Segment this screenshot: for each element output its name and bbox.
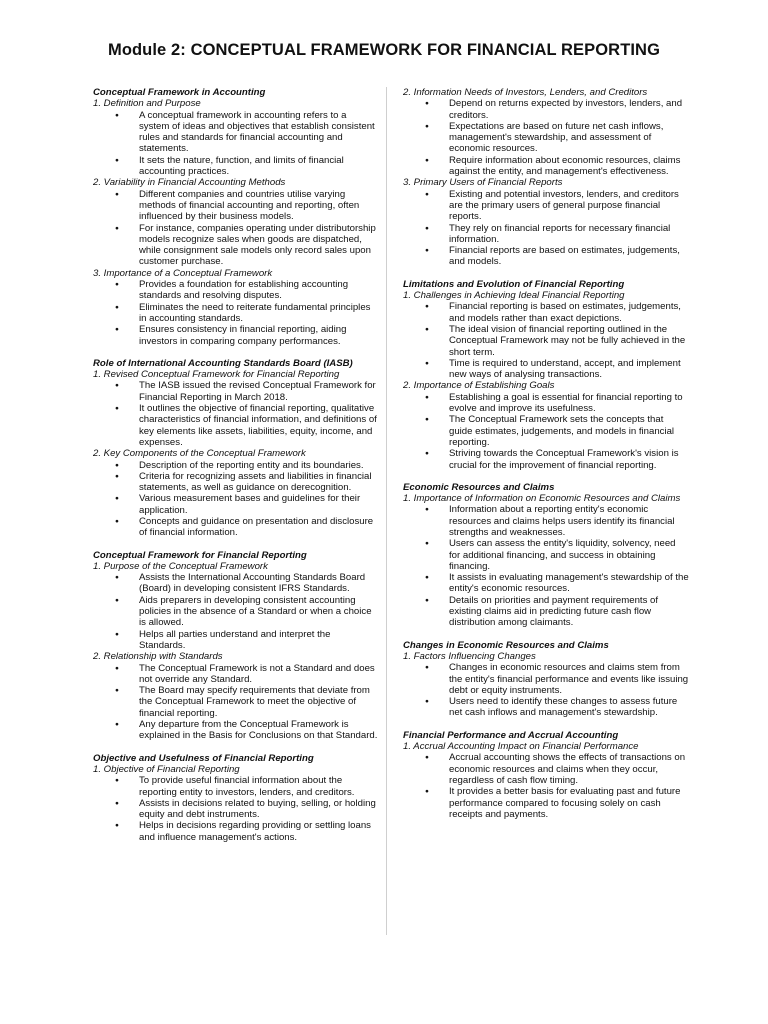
bullet-item: ● Any departure from the Conceptual Framework is explained in the Basis for Conclusions on that Standard. xyxy=(93,719,379,742)
section-heading: Role of International Accounting Standards Board (IASB) xyxy=(93,357,353,369)
bullet-item: ● Assists the International Accounting Standards Board (Board) in developing consistent IFRS Standards. xyxy=(93,572,379,595)
bullet-list xyxy=(93,572,379,651)
subsection-heading: 3. Primary Users of Financial Reports xyxy=(403,177,563,189)
bullet-item: ● Establishing a goal is essential for financial reporting to evolve and improve its usefulness. xyxy=(403,392,689,415)
bullet-item: ● Striving towards the Conceptual Framework's vision is crucial for the improvement of financial reporting. xyxy=(403,448,689,471)
section xyxy=(403,87,689,268)
section xyxy=(403,640,689,719)
bullet-item: ● To provide useful financial information about the reporting entity to investors, lenders, and creditors. xyxy=(93,775,379,798)
bullet-list xyxy=(93,460,379,539)
bullet-item: ● The Board may specify requirements that deviate from the Conceptual Framework to meet the objective of financial reporting. xyxy=(93,685,379,719)
bullet-item: ● Users need to identify these changes to assess future net cash inflows and management's stewardship. xyxy=(403,696,689,719)
bullet-item: ● The IASB issued the revised Conceptual Framework for Financial Reporting in March 2018. xyxy=(93,380,379,403)
bullet-item: ● It assists in evaluating management's stewardship of the entity's economic resources. xyxy=(403,572,689,595)
section xyxy=(93,358,379,539)
bullet-list xyxy=(93,189,379,268)
section xyxy=(403,279,689,471)
bullet-item: ● Helps in decisions regarding providing or settling loans and influence management's actions. xyxy=(93,820,379,843)
bullet-item: ● Time is required to understand, accept, and implement new ways of analysing transactions. xyxy=(403,358,689,381)
bullet-list xyxy=(403,504,689,628)
bullet-list xyxy=(403,662,689,718)
bullet-item: ● Details on priorities and payment requirements of existing claims aid in predicting future cash flow distribution among claimants. xyxy=(403,595,689,629)
bullet-item: ● Information about a reporting entity's economic resources and claims helps users identify its financial strengths and weaknesses. xyxy=(403,504,689,538)
bullet-list xyxy=(93,279,379,347)
bullet-item: ● It provides a better basis for evaluating past and future performance compared to focusing solely on cash receipts and payments. xyxy=(403,786,689,820)
subsection-heading: 1. Importance of Information on Economic Resources and Claims xyxy=(403,493,681,505)
subsection-heading: 2. Importance of Establishing Goals xyxy=(403,380,555,392)
page-title: Module 2: CONCEPTUAL FRAMEWORK FOR FINANCIAL REPORTING xyxy=(107,41,661,59)
bullet-item: ● Different companies and countries utilise varying methods of financial accounting and reporting, often influenced by their business models. xyxy=(93,189,379,223)
bullet-item: ● Expectations are based on future net cash inflows, management's stewardship, and assessment of economic resources. xyxy=(403,121,689,155)
subsection-heading: 2. Information Needs of Investors, Lenders, and Creditors xyxy=(403,87,648,98)
bullet-item: ● Criteria for recognizing assets and liabilities in financial statements, as well as guidance on derecognition. xyxy=(93,471,379,494)
bullet-list xyxy=(403,392,689,471)
bullet-item: ● They rely on financial reports for necessary financial information. xyxy=(403,223,689,246)
section-heading: Limitations and Evolution of Financial Reporting xyxy=(403,278,625,290)
bullet-item: ● Eliminates the need to reiterate fundamental principles in accounting standards. xyxy=(93,302,379,325)
bullet-list xyxy=(403,752,689,820)
section xyxy=(93,550,379,742)
subsection-heading: 1. Revised Conceptual Framework for Financial Reporting xyxy=(93,369,340,381)
section xyxy=(93,753,379,843)
bullet-item: ● Assists in decisions related to buying, selling, or holding equity and debt instruments. xyxy=(93,798,379,821)
section-heading: Conceptual Framework for Financial Reporting xyxy=(93,549,307,561)
bullet-item: ● Concepts and guidance on presentation and disclosure of financial information. xyxy=(93,516,379,539)
bullet-item: ● Helps all parties understand and interpret the Standards. xyxy=(93,629,379,652)
bullet-item: ● Aids preparers in developing consistent accounting policies in the absence of a Standard or when a choice is allowed. xyxy=(93,595,379,629)
subsection-heading: 1. Challenges in Achieving Ideal Financial Reporting xyxy=(403,290,625,302)
section xyxy=(403,730,689,820)
bullet-item: ● The ideal vision of financial reporting outlined in the Conceptual Framework may not be fully achieved in the short term. xyxy=(403,324,689,358)
bullet-item: ● The Conceptual Framework sets the concepts that guide estimates, judgements, and models in financial reporting. xyxy=(403,414,689,448)
section-heading: Changes in Economic Resources and Claims xyxy=(403,639,609,651)
subsection-heading: 1. Accrual Accounting Impact on Financial Performance xyxy=(403,741,639,753)
bullet-item: ● For instance, companies operating under distributorship models recognize sales when goods are dispatched, while consignment sale models only record sales upon customer purchase. xyxy=(93,223,379,268)
subsection-heading: 1. Definition and Purpose xyxy=(93,98,201,110)
bullet-item: ● Changes in economic resources and claims stem from the entity's financial performance and events like issuing debt or equity instruments. xyxy=(403,662,689,696)
bullet-list xyxy=(93,380,379,448)
section-heading: Conceptual Framework in Accounting xyxy=(93,87,266,98)
bullet-item: ● It outlines the objective of financial reporting, qualitative characteristics of financial information, and definitions of key elements like assets, liabilities, equity, income, and expenses. xyxy=(93,403,379,448)
bullet-item: ● Users can assess the entity's liquidity, solvency, need for additional financing, and success in obtaining financing. xyxy=(403,538,689,572)
bullet-item: ● Require information about economic resources, claims against the entity, and management's effectiveness. xyxy=(403,155,689,178)
subsection-heading: 2. Variability in Financial Accounting Methods xyxy=(93,177,286,189)
bullet-item: ● Financial reporting is based on estimates, judgements, and models rather than exact depictions. xyxy=(403,301,689,324)
bullet-item: ● Accrual accounting shows the effects of transactions on economic resources and claims when they occur, regardless of cash flow timing. xyxy=(403,752,689,786)
subsection-heading: 2. Relationship with Standards xyxy=(93,651,223,663)
subsection-heading: 1. Factors Influencing Changes xyxy=(403,650,536,662)
bullet-list xyxy=(93,663,379,742)
bullet-list xyxy=(403,98,689,177)
subsection-heading: 1. Objective of Financial Reporting xyxy=(93,763,240,775)
bullet-item: ● A conceptual framework in accounting refers to a system of ideas and objectives that establish consistent rules and standards for financial accounting and statements. xyxy=(93,110,379,155)
bullet-list xyxy=(93,775,379,843)
bullet-list xyxy=(403,189,689,268)
bullet-item: ● Depend on returns expected by investors, lenders, and creditors. xyxy=(403,98,689,121)
bullet-item: ● Ensures consistency in financial reporting, aiding investors in comparing company performances. xyxy=(93,324,379,347)
section-heading: Financial Performance and Accrual Accounting xyxy=(403,729,619,741)
left-column xyxy=(93,87,379,854)
bullet-item: ● Description of the reporting entity and its boundaries. xyxy=(93,460,379,471)
column-divider xyxy=(386,87,387,935)
bullet-item: ● Existing and potential investors, lenders, and creditors are the primary users of general purpose financial reports. xyxy=(403,189,689,223)
subsection-heading: 1. Purpose of the Conceptual Framework xyxy=(93,560,268,572)
subsection-heading: 3. Importance of a Conceptual Framework xyxy=(93,267,273,279)
bullet-item: ● Provides a foundation for establishing accounting standards and resolving disputes. xyxy=(93,279,379,302)
bullet-item: ● Financial reports are based on estimates, judgements, and models. xyxy=(403,245,689,268)
section-heading: Objective and Usefulness of Financial Reporting xyxy=(93,752,314,764)
bullet-list xyxy=(403,301,689,380)
subsection-heading: 2. Key Components of the Conceptual Framework xyxy=(93,448,306,460)
section xyxy=(93,87,379,347)
bullet-item: ● The Conceptual Framework is not a Standard and does not override any Standard. xyxy=(93,663,379,686)
section xyxy=(403,482,689,629)
bullet-item: ● It sets the nature, function, and limits of financial accounting practices. xyxy=(93,155,379,178)
bullet-list xyxy=(93,110,379,178)
bullet-item: ● Various measurement bases and guidelines for their application. xyxy=(93,493,379,516)
section-heading: Economic Resources and Claims xyxy=(403,481,555,493)
right-column xyxy=(403,87,689,831)
